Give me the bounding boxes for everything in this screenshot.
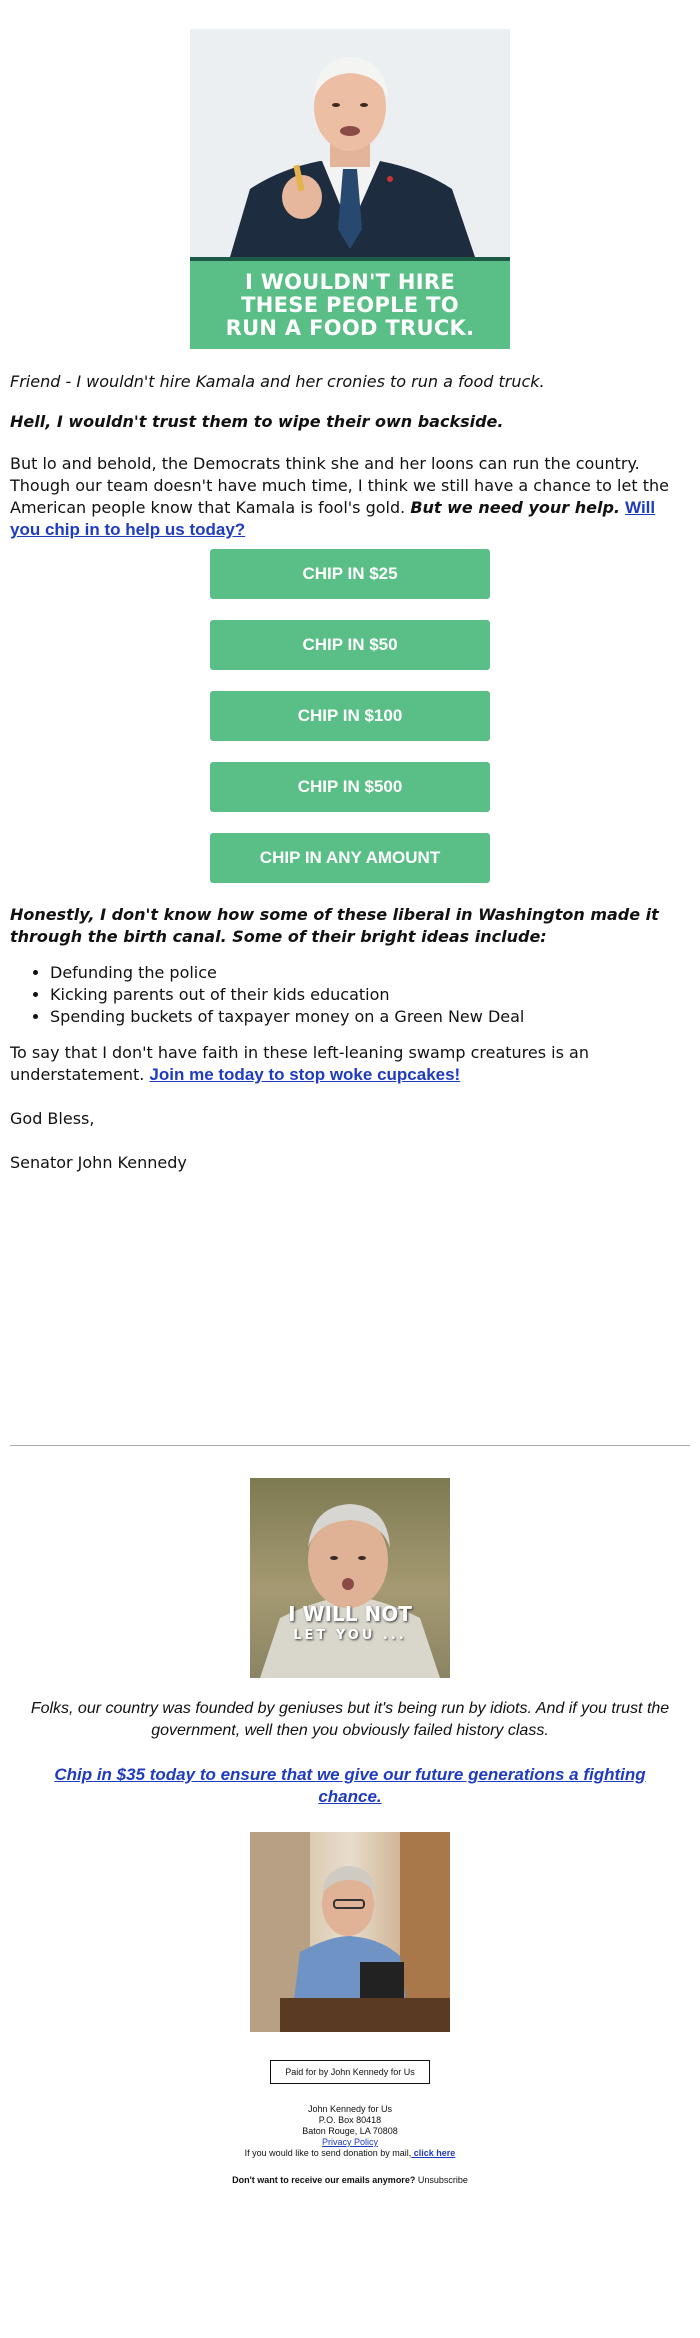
chip-in-35-paragraph [10,1764,690,1808]
closing-bless: God Bless, [10,1109,95,1128]
paid-for-by-box: Paid for by John Kennedy for Us [270,2060,430,2084]
org-name: John Kennedy for Us [307,2104,393,2114]
hero-headline: I WOULDN'T HIRE THESE PEOPLE TO RUN A FOOD TRUCK. [190,257,510,349]
emphasis-paragraph: Hell, I wouldn't trust them to wipe their own backside. [10,412,504,431]
say-paragraph [10,1042,690,1086]
unsubscribe-line [10,2175,690,2185]
unsub-text: Don't want to receive our emails anymore? [232,2175,416,2185]
privacy-policy-link[interactable]: Privacy Policy [321,2137,378,2147]
email-body [0,29,700,2185]
greeting-paragraph: Friend - I wouldn't hire Kamala and her cronies to run a food truck. [10,372,545,391]
click-here-link[interactable]: click here [411,2148,456,2158]
list-item: • Defunding the police [50,962,690,984]
footer-address [10,2104,690,2159]
honest-paragraph: Honestly, I don't know how some of these liberal in Washington made it through the birth canal. Some of their bright ideas include: [10,905,659,946]
list-item: • Kicking parents out of their kids education [50,984,690,1006]
chip-in-25-button[interactable]: CHIP IN $25 [210,549,490,599]
desk-portrait [250,1832,450,2032]
chip-in-any-amount-button[interactable]: CHIP IN ANY AMOUNT [210,833,490,883]
donation-buttons [10,549,690,883]
senator-portrait-image [190,29,510,257]
gif-caption-line2: LET YOU ... [293,1628,407,1643]
signature: Senator John Kennedy [10,1153,187,1172]
city-line: Baton Rouge, LA 70808 [302,2126,398,2136]
mail-donation-line [10,2148,690,2159]
unsubscribe-link[interactable]: Unsubscribe [417,2175,468,2185]
say-text: To say that I don't have faith in these left-leaning swamp creatures is an understatement. [10,1043,589,1084]
list-item: • Spending buckets of taxpayer money on a Green New Deal [50,1006,690,1028]
divider [10,1445,690,1446]
body-paragraph [10,453,690,541]
folks-paragraph: Folks, our country was founded by geniuses but it's being run by idiots. And if you trust the government, well then you obviously failed history class. [30,1700,670,1739]
ideas-list [10,962,690,1028]
mail-text: If you would like to send donation by mail, [244,2148,412,2158]
chip-in-500-button[interactable]: CHIP IN $500 [210,762,490,812]
chip-in-35-link[interactable]: Chip in $35 today to ensure that we give our future generations a fighting chance. [54,1765,646,1806]
chip-in-50-button[interactable]: CHIP IN $50 [210,620,490,670]
gif-portrait [250,1478,450,1678]
chip-in-link[interactable]: Will you chip in to help us today? [10,498,656,539]
join-me-link[interactable]: Join me today to stop woke cupcakes! [149,1065,461,1084]
body-emphasis: But we need your help. [410,498,620,517]
hero-image [190,29,510,349]
senator-at-desk-image [250,1832,450,2032]
will-not-let-you-gif [250,1478,450,1678]
chip-in-100-button[interactable]: CHIP IN $100 [210,691,490,741]
gif-caption-line1: I WILL NOT [288,1602,412,1626]
po-box: P.O. Box 80418 [318,2115,382,2125]
body-text: But lo and behold, the Democrats think she and her loons can run the country. Though our team doesn't have much time, I think we still have a chance to let the American people know that Kamala is fool's gold. [10,454,669,517]
